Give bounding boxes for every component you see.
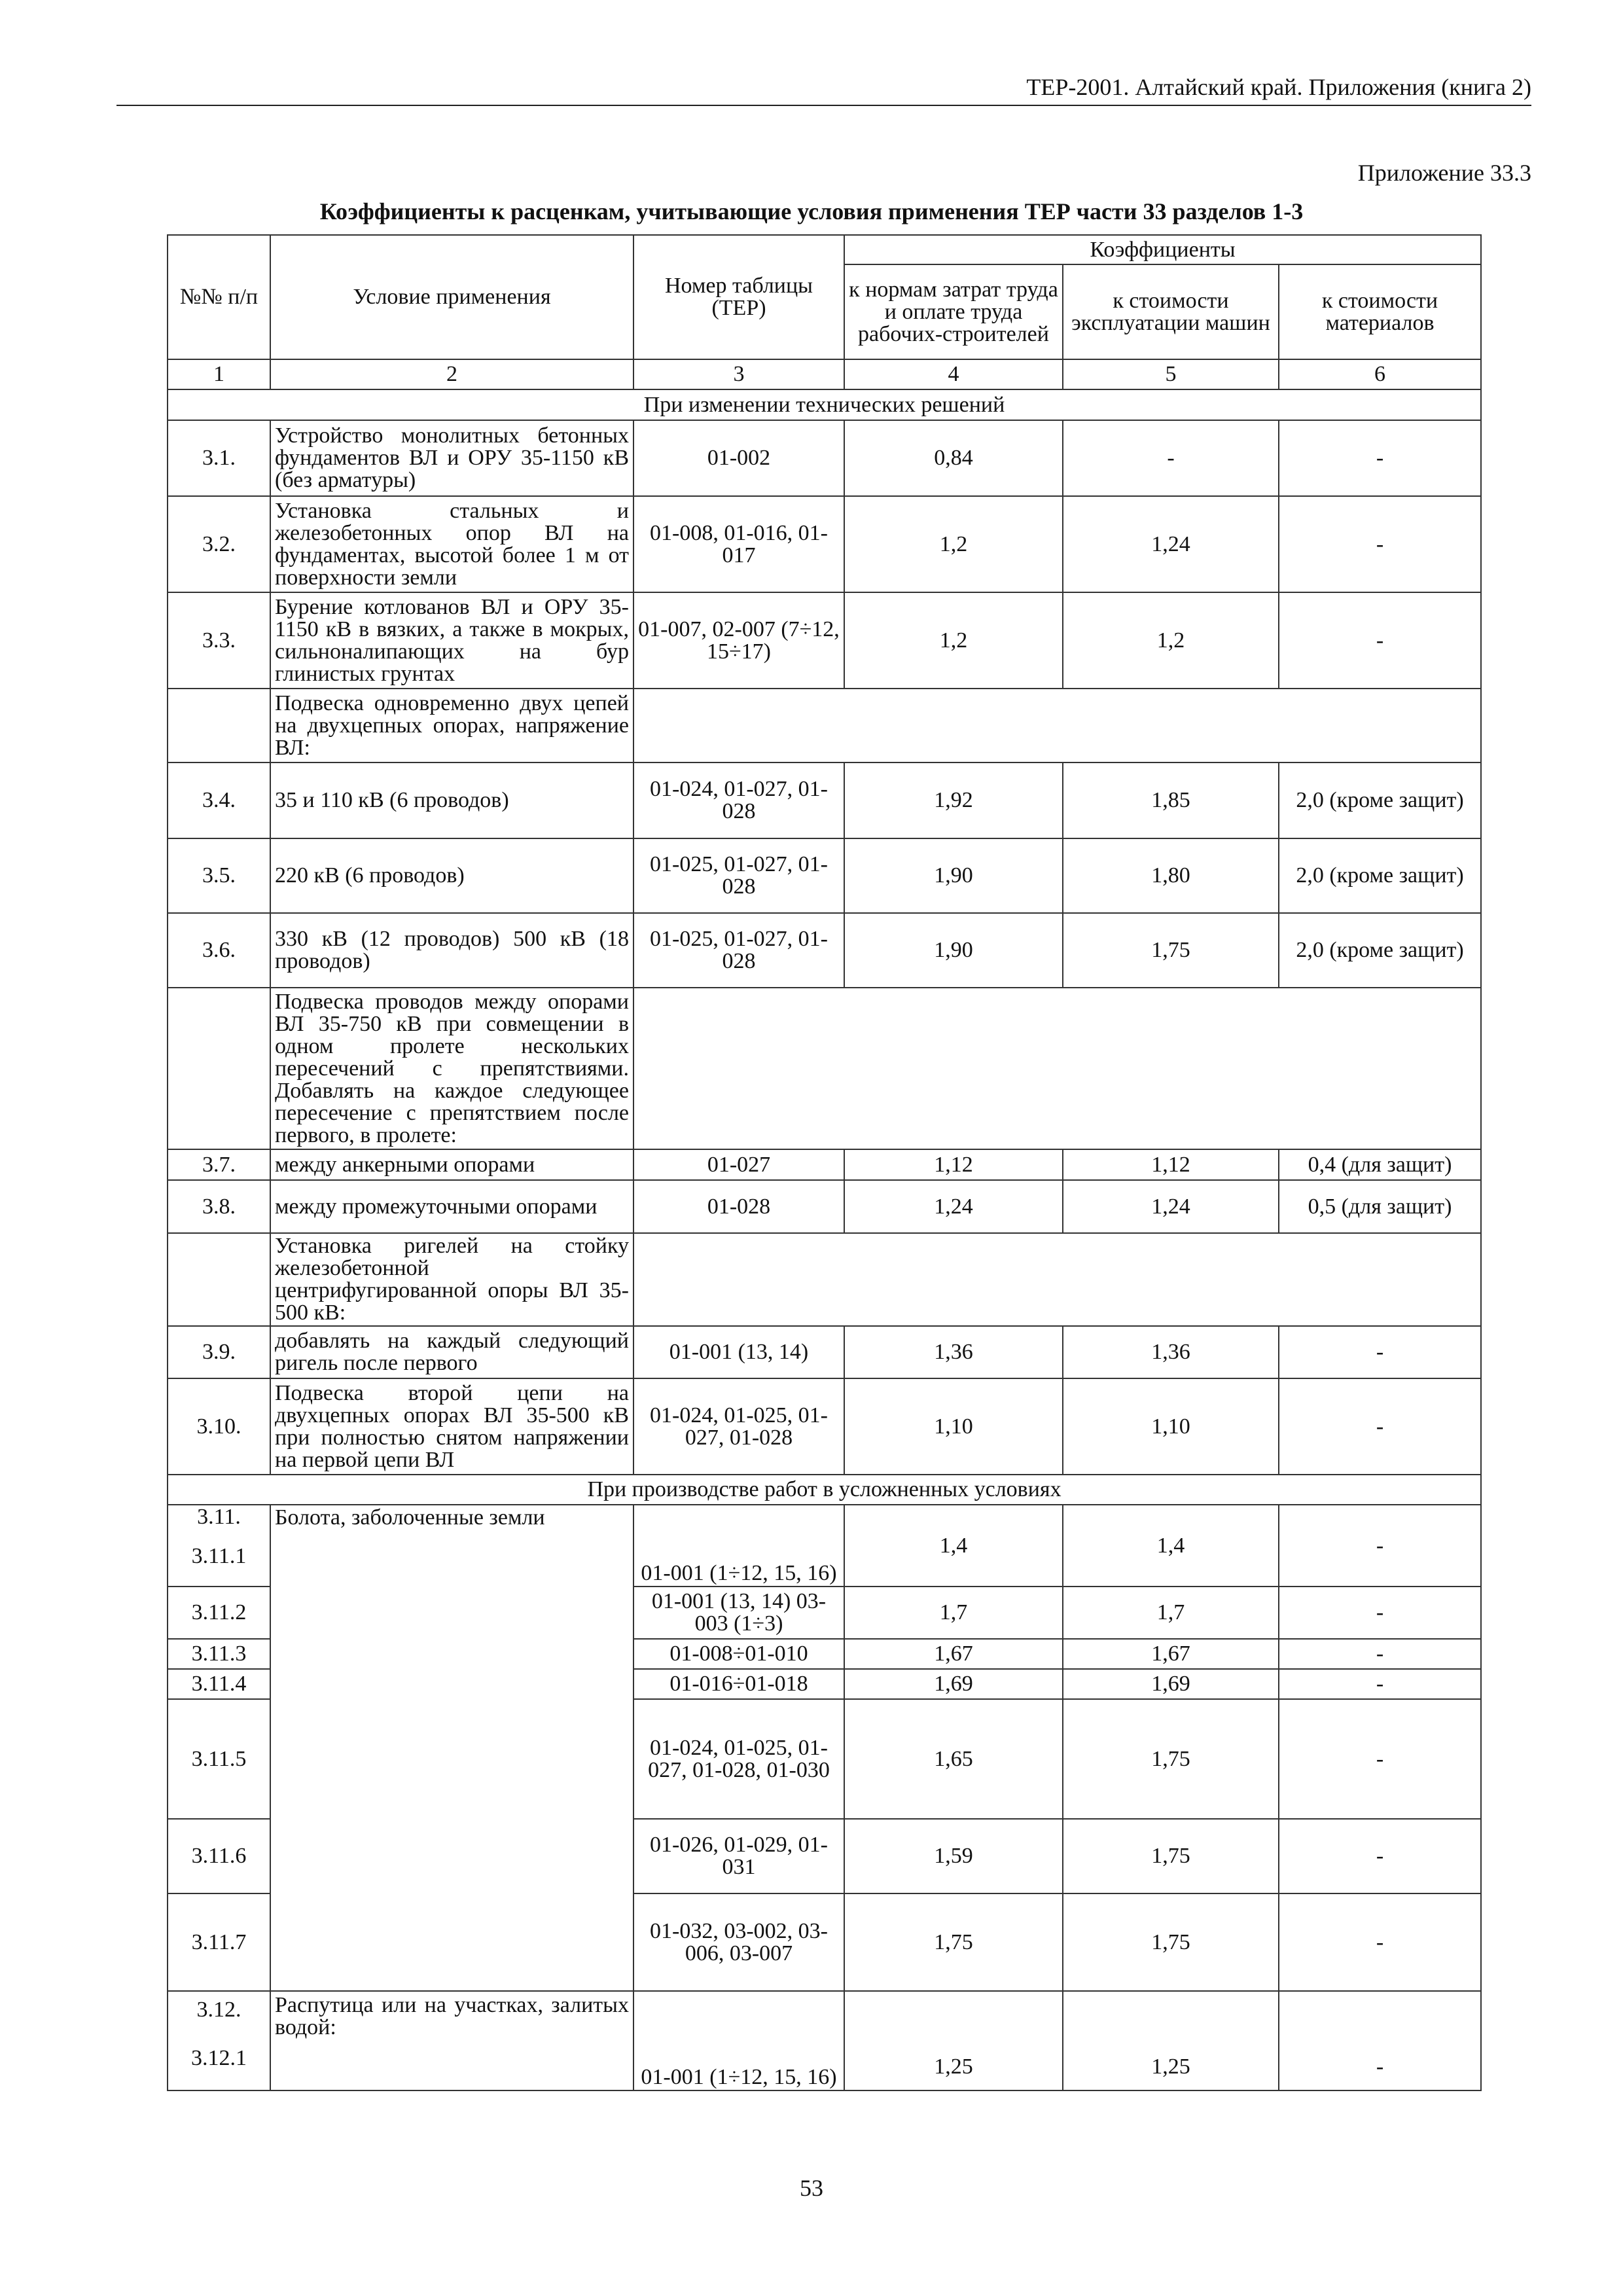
row-table-no: 01-025, 01-027, 01-028 xyxy=(633,913,844,988)
col-number: 6 xyxy=(1279,359,1481,389)
section-heading: При производстве работ в усложненных условиях xyxy=(168,1475,1481,1505)
row-machines: 1,85 xyxy=(1063,762,1279,838)
row-materials: - xyxy=(1279,592,1481,689)
coefficients-table-container xyxy=(167,234,1480,2091)
row-materials: - xyxy=(1279,1669,1481,1699)
row-materials: - xyxy=(1279,1819,1481,1893)
header-rule xyxy=(116,105,1531,106)
table-row xyxy=(168,420,1481,496)
row-materials: 2,0 (кроме защит) xyxy=(1279,838,1481,913)
row-num: 3.4. xyxy=(168,762,270,838)
row-condition: 330 кВ (12 проводов) 500 кВ (18 проводов) xyxy=(270,913,633,988)
row-materials: - xyxy=(1279,1505,1481,1587)
row-materials: 2,0 (кроме защит) xyxy=(1279,762,1481,838)
row-condition: Установка стальных и железобетонных опор ВЛ на фундаментах, высотой более 1 м от поверхности земли xyxy=(270,496,633,592)
row-num xyxy=(168,689,270,762)
table-row xyxy=(168,762,1481,838)
section-heading: При изменении технических решений xyxy=(168,389,1481,420)
row-table-no: 01-008÷01-010 xyxy=(633,1639,844,1669)
row-condition: Установка ригелей на стойку железобетонной центрифугированной опоры ВЛ 35-500 кВ: xyxy=(270,1233,633,1326)
col-number: 2 xyxy=(270,359,633,389)
row-num: 3.3. xyxy=(168,592,270,689)
row-machines: 1,80 xyxy=(1063,838,1279,913)
row-condition: добавлять на каждый следующий ригель после первого xyxy=(270,1326,633,1378)
table-row xyxy=(168,988,1481,1149)
row-table-no: 01-025, 01-027, 01-028 xyxy=(633,838,844,913)
row-table-no: 01-008, 01-016, 01-017 xyxy=(633,496,844,592)
row-table-no: 01-026, 01-029, 01-031 xyxy=(633,1819,844,1893)
running-header: ТЕР-2001. Алтайский край. Приложения (книга 2) xyxy=(1026,74,1531,100)
row-machines: 1,4 xyxy=(1063,1505,1279,1587)
header-machines: к стоимости эксплуатации машин xyxy=(1063,264,1279,359)
row-condition: 35 и 110 кВ (6 проводов) xyxy=(270,762,633,838)
row-machines: 1,69 xyxy=(1063,1669,1279,1699)
row-materials: - xyxy=(1279,496,1481,592)
row-num xyxy=(168,1991,270,2090)
row-condition: Бурение котлованов ВЛ и ОРУ 35-1150 кВ в вязких, а также в мокрых, сильноналипающих на бур глинистых грунтах xyxy=(270,592,633,689)
coefficients-table xyxy=(167,234,1482,2091)
row-num: 3.11.5 xyxy=(168,1699,270,1819)
row-machines: 1,24 xyxy=(1063,496,1279,592)
row-num: 3.11.6 xyxy=(168,1819,270,1893)
table-row xyxy=(168,689,1481,762)
row-table-no: 01-001 (13, 14) 03-003 (1÷3) xyxy=(633,1587,844,1639)
row-materials: - xyxy=(1279,1639,1481,1669)
row-num: 3.2. xyxy=(168,496,270,592)
row-labor: 1,69 xyxy=(844,1669,1063,1699)
row-empty xyxy=(633,689,1481,762)
row-materials: 0,5 (для защит) xyxy=(1279,1180,1481,1233)
row-condition: Подвеска второй цепи на двухцепных опорах ВЛ 35-500 кВ при полностью снятом напряжении на первой цепи ВЛ xyxy=(270,1378,633,1475)
row-machines: 1,75 xyxy=(1063,913,1279,988)
row-num xyxy=(168,1233,270,1326)
row-machines: 1,7 xyxy=(1063,1587,1279,1639)
table-row xyxy=(168,1378,1481,1475)
header-labor: к нормам затрат труда и оплате труда рабочих-строителей xyxy=(844,264,1063,359)
row-num-3-11-1: 3.11.1 xyxy=(191,1544,247,1568)
row-machines: 1,12 xyxy=(1063,1149,1279,1180)
table-row xyxy=(168,1149,1481,1180)
row-num: 3.7. xyxy=(168,1149,270,1180)
row-labor: 1,90 xyxy=(844,913,1063,988)
row-materials: 2,0 (кроме защит) xyxy=(1279,913,1481,988)
header-table-no: Номер таблицы (ТЕР) xyxy=(633,235,844,359)
row-num xyxy=(168,1505,270,1587)
row-labor: 1,90 xyxy=(844,838,1063,913)
row-machines: 1,24 xyxy=(1063,1180,1279,1233)
row-num: 3.11.4 xyxy=(168,1669,270,1699)
row-labor: 1,7 xyxy=(844,1587,1063,1639)
row-num-3-12-1: 3.12.1 xyxy=(191,2046,247,2070)
row-empty xyxy=(633,1233,1481,1326)
row-labor: 1,59 xyxy=(844,1819,1063,1893)
row-machines: - xyxy=(1063,420,1279,496)
row-num-3-12: 3.12. xyxy=(196,1998,241,2022)
row-table-no: 01-002 xyxy=(633,420,844,496)
row-num: 3.9. xyxy=(168,1326,270,1378)
row-machines: 1,67 xyxy=(1063,1639,1279,1669)
header-materials: к стоимости материалов xyxy=(1279,264,1481,359)
row-labor: 1,4 xyxy=(844,1505,1063,1587)
row-table-no: 01-016÷01-018 xyxy=(633,1669,844,1699)
row-machines: 1,10 xyxy=(1063,1378,1279,1475)
row-table-no: 01-001 (1÷12, 15, 16) xyxy=(633,1505,844,1587)
row-num: 3.1. xyxy=(168,420,270,496)
row-condition: Распутица или на участках, залитых водой: xyxy=(270,1991,633,2090)
row-materials: - xyxy=(1279,1326,1481,1378)
table-row xyxy=(168,838,1481,913)
row-num: 3.5. xyxy=(168,838,270,913)
row-table-no: 01-007, 02-007 (7÷12, 15÷17) xyxy=(633,592,844,689)
row-materials: - xyxy=(1279,420,1481,496)
row-labor: 1,92 xyxy=(844,762,1063,838)
row-materials: 0,4 (для защит) xyxy=(1279,1149,1481,1180)
row-machines: 1,75 xyxy=(1063,1699,1279,1819)
row-empty xyxy=(633,988,1481,1149)
row-machines: 1,75 xyxy=(1063,1819,1279,1893)
table-row xyxy=(168,496,1481,592)
row-table-no: 01-032, 03-002, 03-006, 03-007 xyxy=(633,1893,844,1991)
row-condition: Болота, заболоченные земли xyxy=(270,1505,633,1991)
header-coefficients: Коэффициенты xyxy=(844,235,1481,264)
row-labor: 0,84 xyxy=(844,420,1063,496)
row-num: 3.11.3 xyxy=(168,1639,270,1669)
row-materials: - xyxy=(1279,1378,1481,1475)
row-condition: между промежуточными опорами xyxy=(270,1180,633,1233)
col-number: 4 xyxy=(844,359,1063,389)
row-table-no: 01-001 (13, 14) xyxy=(633,1326,844,1378)
row-labor: 1,25 xyxy=(844,1991,1063,2090)
appendix-label: Приложение 33.3 xyxy=(1357,160,1531,186)
table-row xyxy=(168,1180,1481,1233)
row-labor: 1,75 xyxy=(844,1893,1063,1991)
row-labor: 1,24 xyxy=(844,1180,1063,1233)
row-condition: Устройство монолитных бетонных фундаментов ВЛ и ОРУ 35-1150 кВ (без арматуры) xyxy=(270,420,633,496)
table-row xyxy=(168,1326,1481,1378)
row-labor: 1,65 xyxy=(844,1699,1063,1819)
row-machines: 1,75 xyxy=(1063,1893,1279,1991)
col-number: 3 xyxy=(633,359,844,389)
row-table-no: 01-024, 01-025, 01-027, 01-028, 01-030 xyxy=(633,1699,844,1819)
row-condition: между анкерными опорами xyxy=(270,1149,633,1180)
row-num: 3.8. xyxy=(168,1180,270,1233)
document-title: Коэффициенты к расценкам, учитывающие условия применения ТЕР части 33 разделов 1-3 xyxy=(319,198,1304,224)
col-number: 1 xyxy=(168,359,270,389)
row-num-3-11: 3.11. xyxy=(197,1505,241,1529)
row-materials: - xyxy=(1279,1991,1481,2090)
row-labor: 1,67 xyxy=(844,1639,1063,1669)
row-table-no: 01-024, 01-027, 01-028 xyxy=(633,762,844,838)
row-table-no: 01-028 xyxy=(633,1180,844,1233)
row-condition: Подвеска проводов между опорами ВЛ 35-750 кВ при совмещении в одном пролете нескольких пересечений с препятствиями. Добавлять на каждое следующее пересечение с препятствием после первого, в пролете: xyxy=(270,988,633,1149)
table-row xyxy=(168,913,1481,988)
row-materials: - xyxy=(1279,1893,1481,1991)
row-table-no: 01-024, 01-025, 01-027, 01-028 xyxy=(633,1378,844,1475)
row-labor: 1,2 xyxy=(844,496,1063,592)
row-labor: 1,2 xyxy=(844,592,1063,689)
row-condition: 220 кВ (6 проводов) xyxy=(270,838,633,913)
row-num xyxy=(168,988,270,1149)
row-num: 3.11.7 xyxy=(168,1893,270,1991)
row-labor: 1,10 xyxy=(844,1378,1063,1475)
table-row xyxy=(168,1991,1481,2090)
row-machines: 1,36 xyxy=(1063,1326,1279,1378)
row-materials: - xyxy=(1279,1587,1481,1639)
table-row xyxy=(168,1233,1481,1326)
row-machines: 1,2 xyxy=(1063,592,1279,689)
row-table-no: 01-027 xyxy=(633,1149,844,1180)
header-num: №№ п/п xyxy=(168,235,270,359)
row-condition: Подвеска одновременно двух цепей на двухцепных опорах, напряжение ВЛ: xyxy=(270,689,633,762)
row-machines: 1,25 xyxy=(1063,1991,1279,2090)
table-row xyxy=(168,592,1481,689)
row-labor: 1,36 xyxy=(844,1326,1063,1378)
page-number: 53 xyxy=(800,2175,823,2201)
row-materials: - xyxy=(1279,1699,1481,1819)
header-condition: Условие применения xyxy=(270,235,633,359)
table-row xyxy=(168,1505,1481,1587)
row-num: 3.6. xyxy=(168,913,270,988)
row-num: 3.10. xyxy=(168,1378,270,1475)
col-number: 5 xyxy=(1063,359,1279,389)
row-labor: 1,12 xyxy=(844,1149,1063,1180)
row-num: 3.11.2 xyxy=(168,1587,270,1639)
row-table-no: 01-001 (1÷12, 15, 16) xyxy=(633,1991,844,2090)
